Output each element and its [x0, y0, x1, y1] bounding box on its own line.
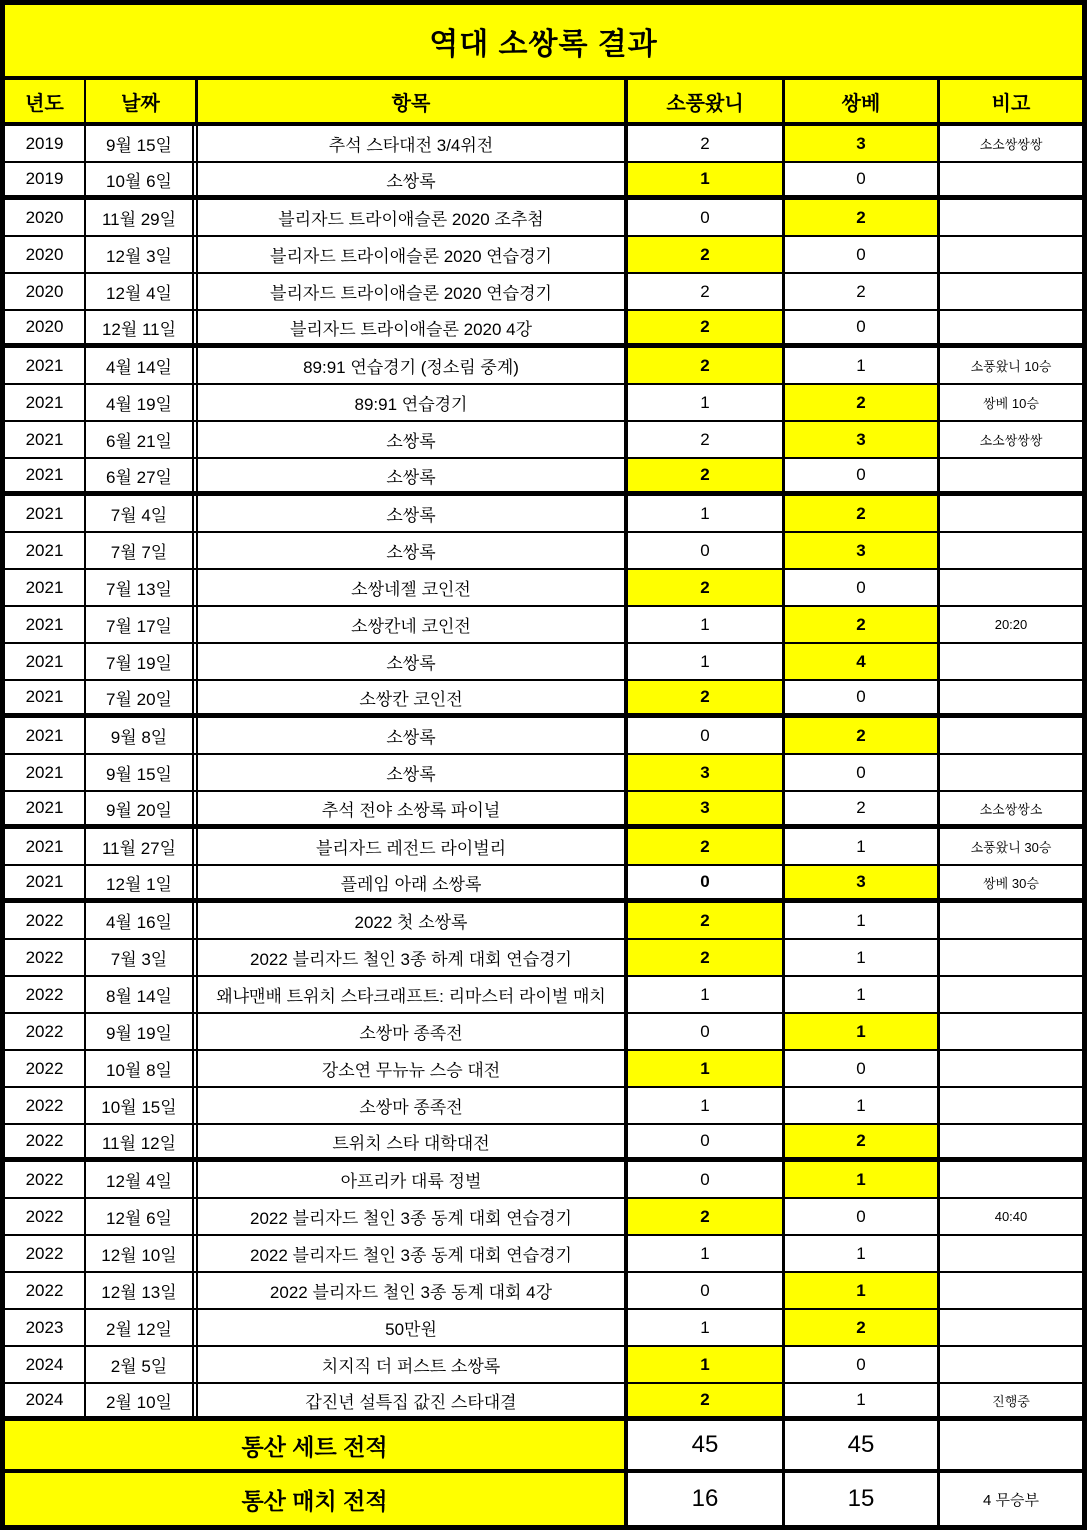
- table-row: [5, 1236, 1082, 1273]
- cell-note: 소풍왔니 30승: [940, 829, 1082, 864]
- cell-year: 2020: [5, 274, 86, 309]
- cell-sopoong-score: 1: [628, 163, 785, 195]
- table-row: [5, 496, 1082, 533]
- cell-event: 치지직 더 퍼스트 소쌍록: [198, 1347, 628, 1382]
- cell-event: 소쌍록: [198, 163, 628, 195]
- cell-year: 2021: [5, 348, 86, 383]
- cell-note: [940, 1162, 1082, 1197]
- table-body: [5, 126, 1082, 1421]
- cell-year: 2019: [5, 163, 86, 195]
- table-row: [5, 755, 1082, 792]
- cell-year: 2022: [5, 903, 86, 938]
- cell-sopoong-score: 1: [628, 1236, 785, 1271]
- cell-sopoong-score: 2: [628, 126, 785, 161]
- cell-date: 4월 19일: [86, 385, 198, 420]
- cell-event: 소쌍록: [198, 422, 628, 457]
- cell-sopoong-score: 2: [628, 903, 785, 938]
- total-matches-label: 통산 매치 전적: [5, 1473, 628, 1525]
- cell-ssangbe-score: 0: [785, 755, 940, 790]
- table-row: [5, 829, 1082, 866]
- cell-event: 89:91 연습경기: [198, 385, 628, 420]
- cell-date: 7월 13일: [86, 570, 198, 605]
- cell-event: 블리자드 트라이애슬론 2020 조추첨: [198, 200, 628, 235]
- table-row: [5, 607, 1082, 644]
- table-row: [5, 163, 1082, 200]
- table-row: [5, 1162, 1082, 1199]
- cell-note: [940, 459, 1082, 491]
- cell-date: 2월 12일: [86, 1310, 198, 1345]
- cell-year: 2022: [5, 1088, 86, 1123]
- header-event: 항목: [198, 80, 628, 122]
- cell-event: 블리자드 트라이애슬론 2020 연습경기: [198, 237, 628, 272]
- total-matches-sopoong: 16: [628, 1473, 785, 1525]
- cell-date: 12월 3일: [86, 237, 198, 272]
- cell-event: 추석 전야 소쌍록 파이널: [198, 792, 628, 824]
- cell-ssangbe-score: 0: [785, 681, 940, 713]
- cell-year: 2021: [5, 422, 86, 457]
- cell-ssangbe-score: 1: [785, 903, 940, 938]
- cell-sopoong-score: 2: [628, 829, 785, 864]
- cell-ssangbe-score: 0: [785, 1347, 940, 1382]
- cell-event: 아프리카 대륙 정벌: [198, 1162, 628, 1197]
- cell-event: 소쌍록: [198, 644, 628, 679]
- cell-event: 소쌍마 종족전: [198, 1088, 628, 1123]
- cell-ssangbe-score: 2: [785, 496, 940, 531]
- cell-year: 2022: [5, 1125, 86, 1157]
- cell-note: [940, 1051, 1082, 1086]
- cell-date: 8월 14일: [86, 977, 198, 1012]
- cell-year: 2021: [5, 496, 86, 531]
- cell-note: [940, 496, 1082, 531]
- cell-note: [940, 681, 1082, 713]
- table-row: [5, 126, 1082, 163]
- cell-date: 7월 7일: [86, 533, 198, 568]
- cell-ssangbe-score: 1: [785, 1273, 940, 1308]
- total-sets-label: 통산 세트 전적: [5, 1421, 628, 1469]
- table-row: [5, 1051, 1082, 1088]
- total-sets-ssangbe: 45: [785, 1421, 940, 1469]
- cell-year: 2021: [5, 829, 86, 864]
- cell-year: 2021: [5, 792, 86, 824]
- header-note: 비고: [940, 80, 1082, 122]
- cell-year: 2021: [5, 607, 86, 642]
- cell-ssangbe-score: 4: [785, 644, 940, 679]
- table-row: [5, 681, 1082, 718]
- cell-sopoong-score: 1: [628, 1310, 785, 1345]
- table-row: [5, 570, 1082, 607]
- cell-year: 2022: [5, 977, 86, 1012]
- cell-ssangbe-score: 0: [785, 1199, 940, 1234]
- cell-ssangbe-score: 0: [785, 459, 940, 491]
- header-year: 년도: [5, 80, 86, 122]
- cell-note: [940, 1273, 1082, 1308]
- cell-event: 소쌍네젤 코인전: [198, 570, 628, 605]
- cell-year: 2022: [5, 1051, 86, 1086]
- total-sets-note: [940, 1421, 1082, 1469]
- cell-year: 2021: [5, 755, 86, 790]
- cell-sopoong-score: 0: [628, 1125, 785, 1157]
- cell-date: 9월 15일: [86, 126, 198, 161]
- cell-year: 2021: [5, 533, 86, 568]
- table-row: [5, 792, 1082, 829]
- cell-event: 추석 스타대전 3/4위전: [198, 126, 628, 161]
- header-ssangbe: 쌍베: [785, 80, 940, 122]
- cell-year: 2022: [5, 1014, 86, 1049]
- cell-event: 2022 블리자드 철인 3종 동계 대회 연습경기: [198, 1236, 628, 1271]
- cell-event: 갑진년 설특집 값진 스타대결: [198, 1384, 628, 1416]
- cell-year: 2024: [5, 1347, 86, 1382]
- cell-ssangbe-score: 1: [785, 348, 940, 383]
- cell-year: 2020: [5, 200, 86, 235]
- cell-date: 2월 10일: [86, 1384, 198, 1416]
- cell-date: 7월 4일: [86, 496, 198, 531]
- cell-year: 2019: [5, 126, 86, 161]
- cell-ssangbe-score: 2: [785, 274, 940, 309]
- cell-ssangbe-score: 1: [785, 940, 940, 975]
- cell-ssangbe-score: 0: [785, 163, 940, 195]
- cell-note: [940, 977, 1082, 1012]
- cell-note: 소소쌍쌍쌍: [940, 422, 1082, 457]
- cell-date: 9월 20일: [86, 792, 198, 824]
- cell-event: 소쌍록: [198, 533, 628, 568]
- cell-sopoong-score: 1: [628, 1347, 785, 1382]
- table-row: [5, 940, 1082, 977]
- table-row: [5, 311, 1082, 348]
- cell-date: 9월 19일: [86, 1014, 198, 1049]
- page-title: 역대 소쌍록 결과: [5, 5, 1082, 80]
- cell-note: [940, 1236, 1082, 1271]
- table-row: [5, 200, 1082, 237]
- cell-sopoong-score: 1: [628, 385, 785, 420]
- cell-event: 89:91 연습경기 (정소림 중계): [198, 348, 628, 383]
- table-row: [5, 1088, 1082, 1125]
- cell-year: 2021: [5, 681, 86, 713]
- cell-event: 소쌍록: [198, 755, 628, 790]
- cell-year: 2021: [5, 644, 86, 679]
- cell-note: [940, 533, 1082, 568]
- cell-ssangbe-score: 2: [785, 718, 940, 753]
- cell-event: 소쌍칸 코인전: [198, 681, 628, 713]
- cell-sopoong-score: 3: [628, 792, 785, 824]
- cell-note: 쌍베 10승: [940, 385, 1082, 420]
- cell-sopoong-score: 2: [628, 570, 785, 605]
- table-row: [5, 644, 1082, 681]
- cell-date: 6월 21일: [86, 422, 198, 457]
- cell-date: 10월 15일: [86, 1088, 198, 1123]
- cell-date: 12월 11일: [86, 311, 198, 343]
- cell-year: 2020: [5, 311, 86, 343]
- table-row: [5, 237, 1082, 274]
- cell-ssangbe-score: 3: [785, 866, 940, 898]
- cell-sopoong-score: 1: [628, 607, 785, 642]
- cell-ssangbe-score: 1: [785, 977, 940, 1012]
- cell-ssangbe-score: 0: [785, 311, 940, 343]
- cell-date: 10월 8일: [86, 1051, 198, 1086]
- table-row: [5, 274, 1082, 311]
- cell-event: 50만원: [198, 1310, 628, 1345]
- table-row: [5, 459, 1082, 496]
- total-sets-row: [5, 1421, 1082, 1473]
- cell-year: 2020: [5, 237, 86, 272]
- cell-year: 2021: [5, 718, 86, 753]
- cell-ssangbe-score: 2: [785, 1125, 940, 1157]
- cell-note: [940, 237, 1082, 272]
- cell-note: 40:40: [940, 1199, 1082, 1234]
- cell-sopoong-score: 2: [628, 1384, 785, 1416]
- cell-event: 블리자드 트라이애슬론 2020 4강: [198, 311, 628, 343]
- cell-ssangbe-score: 2: [785, 200, 940, 235]
- cell-ssangbe-score: 0: [785, 237, 940, 272]
- cell-ssangbe-score: 1: [785, 1236, 940, 1271]
- table-row: [5, 977, 1082, 1014]
- cell-ssangbe-score: 3: [785, 533, 940, 568]
- cell-event: 플레임 아래 소쌍록: [198, 866, 628, 898]
- cell-sopoong-score: 2: [628, 422, 785, 457]
- cell-date: 7월 19일: [86, 644, 198, 679]
- cell-event: 소쌍마 종족전: [198, 1014, 628, 1049]
- cell-event: 소쌍록: [198, 459, 628, 491]
- cell-sopoong-score: 1: [628, 1051, 785, 1086]
- cell-sopoong-score: 0: [628, 1273, 785, 1308]
- cell-date: 12월 10일: [86, 1236, 198, 1271]
- cell-date: 9월 15일: [86, 755, 198, 790]
- cell-ssangbe-score: 1: [785, 1384, 940, 1416]
- cell-date: 11월 29일: [86, 200, 198, 235]
- cell-date: 10월 6일: [86, 163, 198, 195]
- cell-sopoong-score: 0: [628, 718, 785, 753]
- cell-event: 소쌍칸네 코인전: [198, 607, 628, 642]
- cell-note: [940, 718, 1082, 753]
- table-row: [5, 422, 1082, 459]
- cell-event: 트위치 스타 대학대전: [198, 1125, 628, 1157]
- table-row: [5, 1199, 1082, 1236]
- cell-note: [940, 274, 1082, 309]
- cell-event: 강소연 무뉴뉴 스승 대전: [198, 1051, 628, 1086]
- cell-event: 2022 블리자드 철인 3종 하계 대회 연습경기: [198, 940, 628, 975]
- total-matches-row: [5, 1473, 1082, 1525]
- cell-date: 4월 14일: [86, 348, 198, 383]
- cell-note: 소풍왔니 10승: [940, 348, 1082, 383]
- cell-note: 진행중: [940, 1384, 1082, 1416]
- cell-note: [940, 163, 1082, 195]
- cell-ssangbe-score: 0: [785, 570, 940, 605]
- table-row: [5, 348, 1082, 385]
- cell-sopoong-score: 0: [628, 1014, 785, 1049]
- table-row: [5, 1125, 1082, 1162]
- cell-ssangbe-score: 3: [785, 422, 940, 457]
- cell-ssangbe-score: 1: [785, 1162, 940, 1197]
- header-sopoong: 소풍왔니: [628, 80, 785, 122]
- cell-year: 2022: [5, 940, 86, 975]
- total-matches-ssangbe: 15: [785, 1473, 940, 1525]
- cell-date: 12월 4일: [86, 274, 198, 309]
- table-row: [5, 1273, 1082, 1310]
- cell-event: 블리자드 레전드 라이벌리: [198, 829, 628, 864]
- cell-note: 소소쌍쌍소: [940, 792, 1082, 824]
- cell-ssangbe-score: 2: [785, 607, 940, 642]
- cell-ssangbe-score: 3: [785, 126, 940, 161]
- cell-ssangbe-score: 1: [785, 1014, 940, 1049]
- cell-note: [940, 311, 1082, 343]
- cell-sopoong-score: 2: [628, 1199, 785, 1234]
- cell-sopoong-score: 0: [628, 1162, 785, 1197]
- table-row: [5, 866, 1082, 903]
- cell-date: 12월 6일: [86, 1199, 198, 1234]
- cell-sopoong-score: 0: [628, 200, 785, 235]
- cell-event: 소쌍록: [198, 496, 628, 531]
- cell-note: [940, 644, 1082, 679]
- cell-note: 20:20: [940, 607, 1082, 642]
- cell-note: [940, 1125, 1082, 1157]
- header-date: 날짜: [86, 80, 198, 122]
- cell-date: 2월 5일: [86, 1347, 198, 1382]
- total-sets-sopoong: 45: [628, 1421, 785, 1469]
- table-row: [5, 1310, 1082, 1347]
- cell-date: 7월 17일: [86, 607, 198, 642]
- table-row: [5, 718, 1082, 755]
- cell-event: 2022 블리자드 철인 3종 동계 대회 4강: [198, 1273, 628, 1308]
- cell-sopoong-score: 0: [628, 533, 785, 568]
- table-row: [5, 903, 1082, 940]
- cell-sopoong-score: 2: [628, 348, 785, 383]
- cell-ssangbe-score: 2: [785, 1310, 940, 1345]
- cell-event: 블리자드 트라이애슬론 2020 연습경기: [198, 274, 628, 309]
- table-row: [5, 1384, 1082, 1421]
- cell-note: [940, 1347, 1082, 1382]
- cell-year: 2022: [5, 1162, 86, 1197]
- cell-year: 2022: [5, 1199, 86, 1234]
- cell-sopoong-score: 1: [628, 1088, 785, 1123]
- cell-ssangbe-score: 1: [785, 829, 940, 864]
- cell-sopoong-score: 1: [628, 496, 785, 531]
- cell-sopoong-score: 1: [628, 977, 785, 1012]
- cell-date: 12월 1일: [86, 866, 198, 898]
- cell-note: [940, 1088, 1082, 1123]
- table-row: [5, 533, 1082, 570]
- cell-year: 2022: [5, 1273, 86, 1308]
- cell-sopoong-score: 2: [628, 274, 785, 309]
- cell-date: 7월 20일: [86, 681, 198, 713]
- cell-event: 2022 첫 소쌍록: [198, 903, 628, 938]
- cell-note: [940, 940, 1082, 975]
- cell-date: 7월 3일: [86, 940, 198, 975]
- cell-year: 2021: [5, 570, 86, 605]
- cell-date: 4월 16일: [86, 903, 198, 938]
- cell-sopoong-score: 0: [628, 866, 785, 898]
- cell-sopoong-score: 2: [628, 459, 785, 491]
- cell-date: 6월 27일: [86, 459, 198, 491]
- cell-year: 2022: [5, 1236, 86, 1271]
- cell-event: 소쌍록: [198, 718, 628, 753]
- table-header-row: [5, 80, 1082, 126]
- cell-year: 2021: [5, 459, 86, 491]
- cell-sopoong-score: 2: [628, 311, 785, 343]
- table-row: [5, 1347, 1082, 1384]
- cell-note: [940, 755, 1082, 790]
- table-row: [5, 1014, 1082, 1051]
- cell-date: 12월 13일: [86, 1273, 198, 1308]
- cell-note: [940, 1310, 1082, 1345]
- cell-year: 2021: [5, 866, 86, 898]
- cell-year: 2021: [5, 385, 86, 420]
- cell-note: [940, 903, 1082, 938]
- cell-date: 11월 12일: [86, 1125, 198, 1157]
- cell-year: 2023: [5, 1310, 86, 1345]
- cell-year: 2024: [5, 1384, 86, 1416]
- cell-date: 9월 8일: [86, 718, 198, 753]
- cell-sopoong-score: 1: [628, 644, 785, 679]
- cell-date: 11월 27일: [86, 829, 198, 864]
- cell-event: 2022 블리자드 철인 3종 동계 대회 연습경기: [198, 1199, 628, 1234]
- cell-date: 12월 4일: [86, 1162, 198, 1197]
- cell-sopoong-score: 2: [628, 237, 785, 272]
- cell-ssangbe-score: 0: [785, 1051, 940, 1086]
- cell-sopoong-score: 2: [628, 681, 785, 713]
- cell-note: [940, 200, 1082, 235]
- cell-sopoong-score: 2: [628, 940, 785, 975]
- cell-note: 소소쌍쌍쌍: [940, 126, 1082, 161]
- total-matches-note: 4 무승부: [940, 1473, 1082, 1525]
- cell-ssangbe-score: 2: [785, 385, 940, 420]
- cell-event: 왜냐맨배 트위치 스타크래프트: 리마스터 라이벌 매치: [198, 977, 628, 1012]
- cell-note: 쌍베 30승: [940, 866, 1082, 898]
- cell-ssangbe-score: 2: [785, 792, 940, 824]
- cell-note: [940, 570, 1082, 605]
- cell-sopoong-score: 3: [628, 755, 785, 790]
- cell-note: [940, 1014, 1082, 1049]
- cell-ssangbe-score: 1: [785, 1088, 940, 1123]
- table-row: [5, 385, 1082, 422]
